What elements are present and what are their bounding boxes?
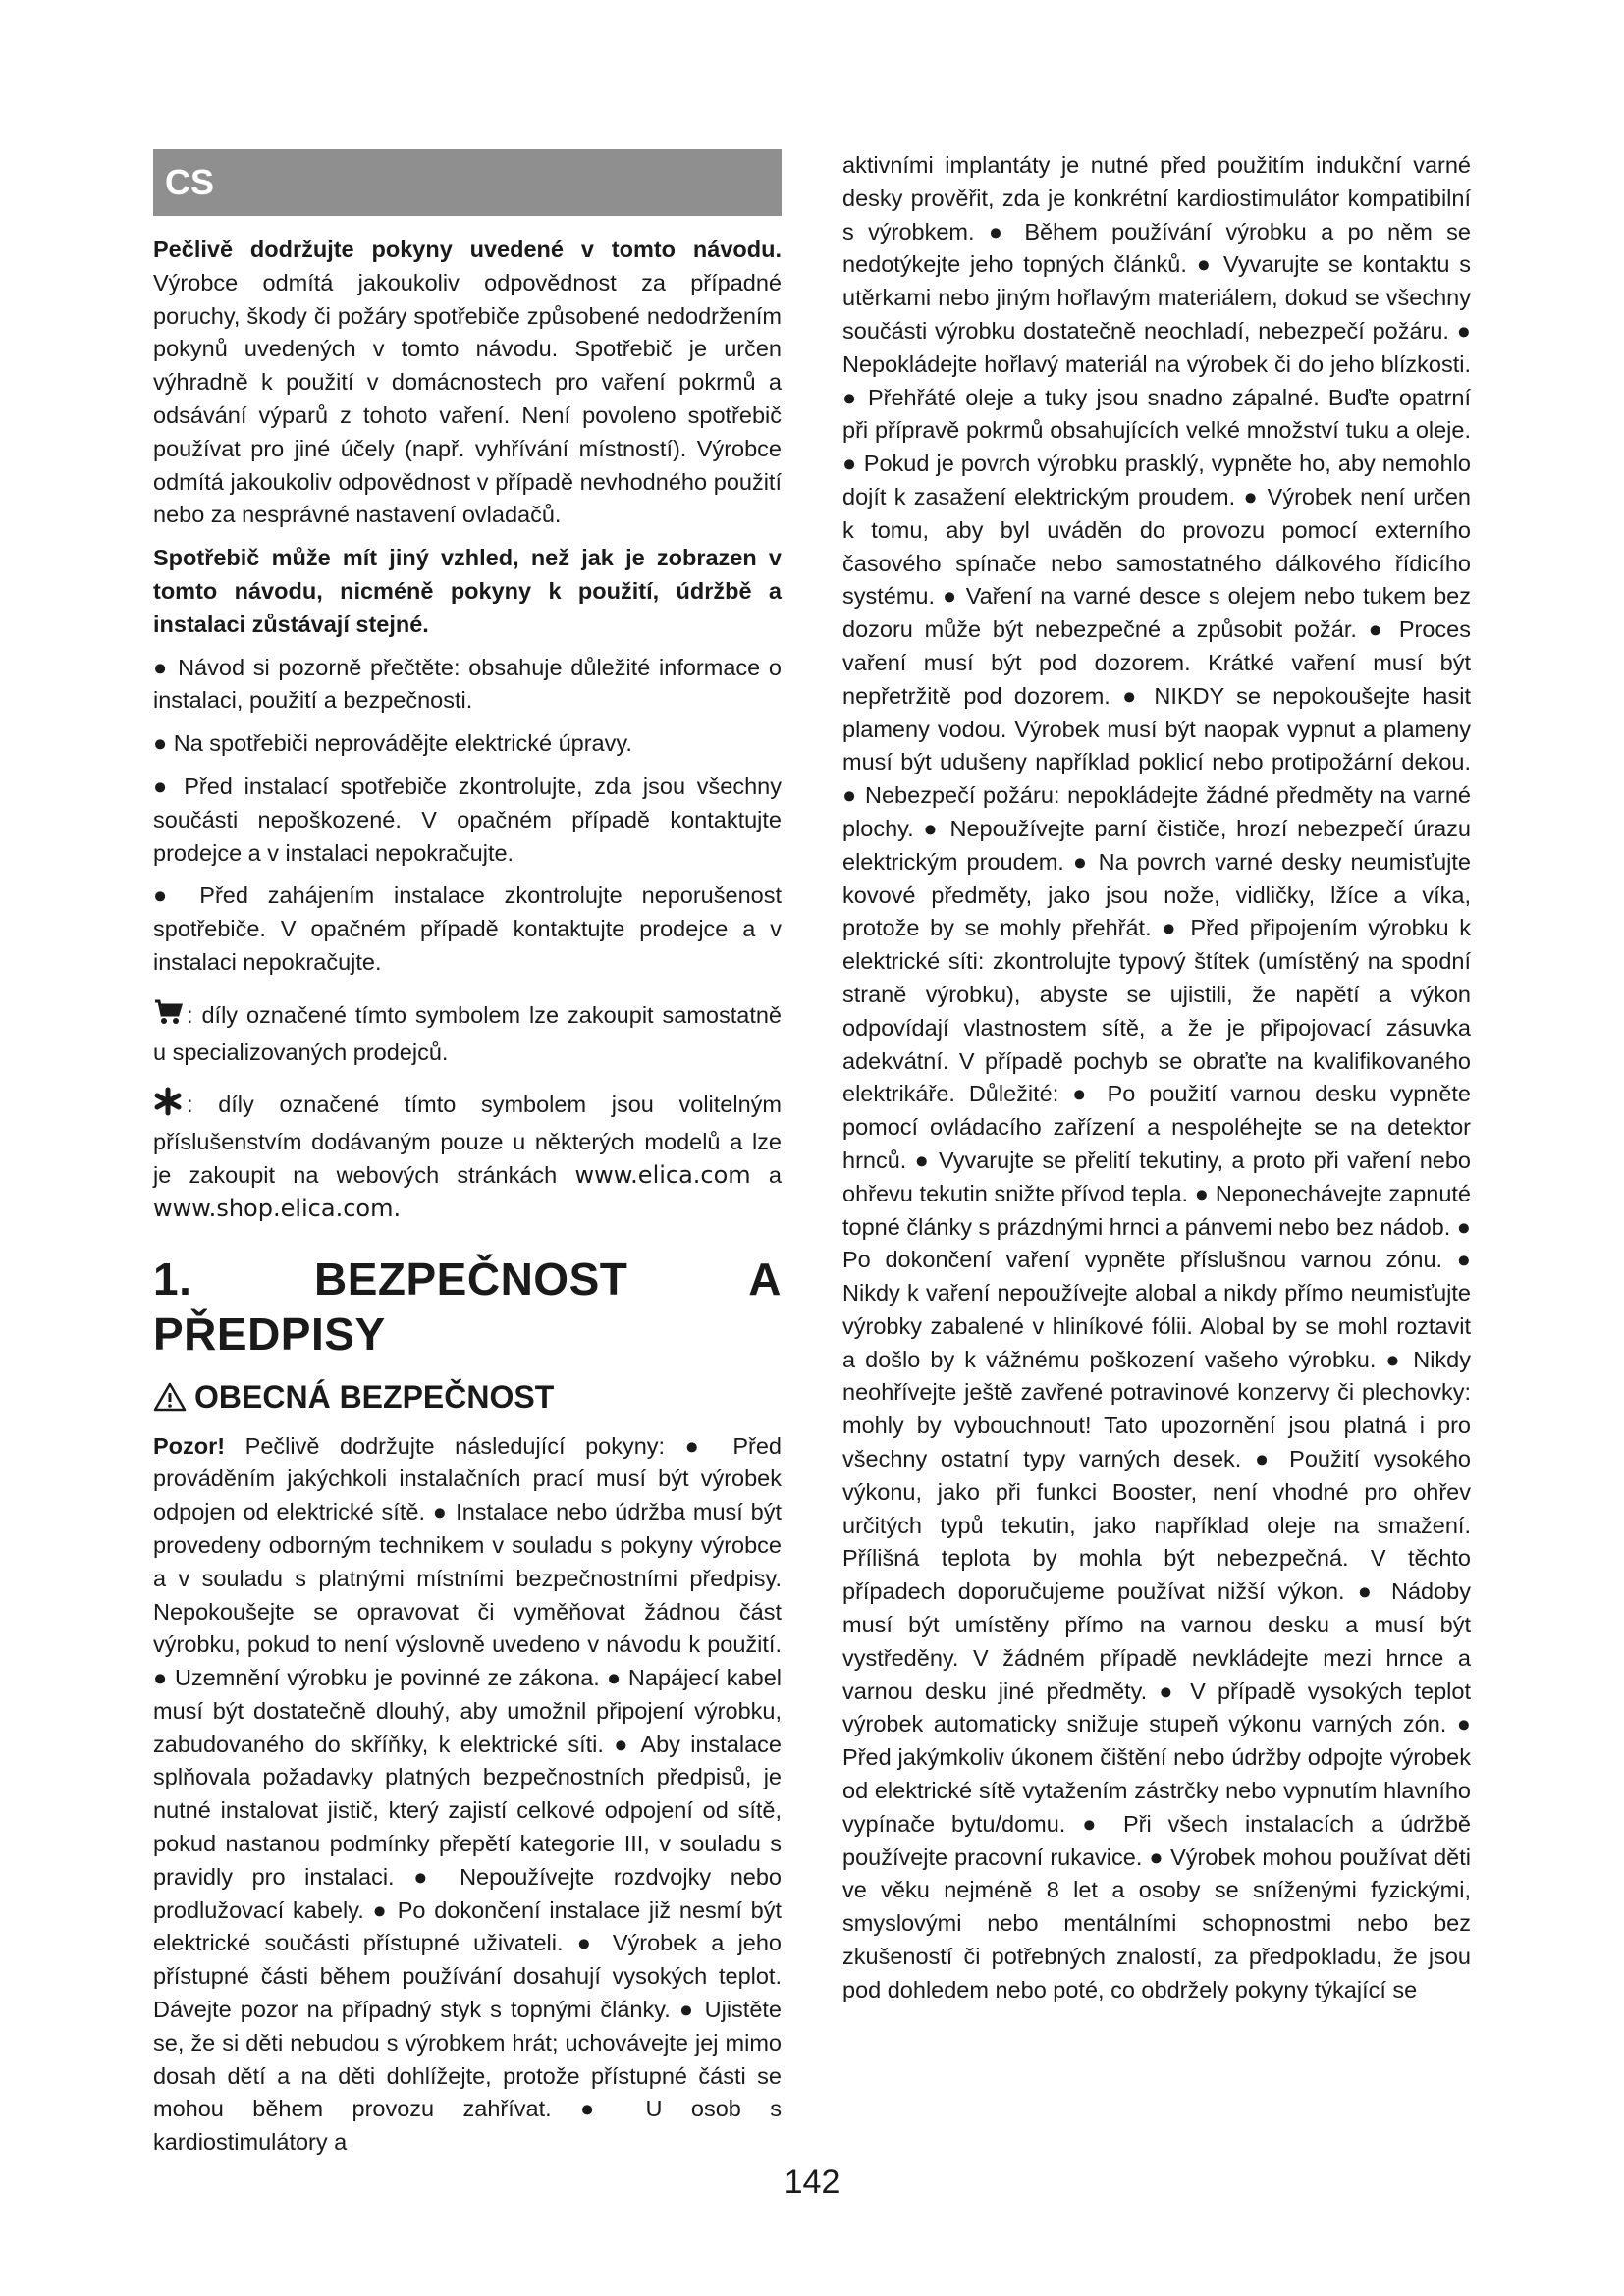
url-joiner: a [768, 1161, 782, 1188]
safety-left-paragraph [153, 1430, 782, 2161]
pozor-label: Pozor! [153, 1432, 226, 1459]
elica-shop-link[interactable]: www.shop.elica.com. [153, 1194, 402, 1222]
bullet-item: ● Na spotřebiči neprovádějte elektrické úpravy. [153, 730, 632, 757]
warning-triangle-icon [153, 1382, 187, 1412]
intro-paragraph [153, 234, 782, 532]
left-column [153, 149, 782, 2169]
intro-heading: Pečlivě dodržujte pokyny uvedené v tomto návodu. [153, 237, 782, 262]
cart-symbol-note [153, 997, 782, 1070]
bullet-item: ● Před zahájením instalace zkontrolujte neporušenost spotřebiče. V opačném případě kontaktujte prodejce a v instalaci nepokračujte. [153, 882, 782, 975]
page-number: 142 [784, 2163, 840, 2201]
elica-link[interactable]: www.elica.com [574, 1160, 751, 1189]
star-symbol-text: : díly označené tímto symbolem jsou volitelným příslušenstvím dodávaným pouze u některých modelů a lze je zakoupit na webových stránkách [153, 1092, 782, 1188]
subsection-title-text: OBECNÁ BEZPEČNOST [194, 1378, 555, 1415]
asterisk-icon [153, 1087, 183, 1126]
language-label-bar: CS [153, 149, 782, 216]
bullet-item: ● Před instalací spotřebiče zkontrolujte, zda jsou všechny součásti nepoškozené. V opačném případě kontaktujte prodejce a v instalaci nepokračujte. [153, 773, 782, 866]
intro-text: Výrobce odmítá jakoukoliv odpovědnost za případné poruchy, škody či požáry spotřebiče způsobené nedodržením pokynů uvedených v tomto návodu. Spotřebič je určen výhradně k použití v domácnostech pro vaření pokrmů a odsávání výparů z tohoto vaření. Není povoleno spotřebič používat pro jiné účely (např. vyhřívání místností). Výrobce odmítá jakoukoliv odpovědnost v případě nevhodného použití nebo za nesprávné nastavení ovladačů. [153, 269, 782, 528]
safety-right-paragraph: aktivními implantáty je nutné před použitím indukční varné desky prověřit, zda je konkrétní kardiostimulátor kompatibilní s výrobkem. ● Během používání výrobku a po něm se nedotýkejte jeho topných článků. ● Vyvarujte se kontaktu s utěrkami nebo jiným hořlavým materiálem, dokud se všechny součásti výrobku dostatečně neochladí, nebezpečí požáru. ● Nepokládejte hořlavý materiál na výrobek či do jeho blízkosti. ● Přehřáté oleje a tuky jsou snadno zápalné. Buďte opatrní při přípravě pokrmů obsahujících velké množství tuku a oleje. ● Pokud je povrch výrobku prasklý, vypněte ho, aby nemohlo dojít k zasažení elektrickým proudem. ● Výrobek není určen k tomu, aby byl uváděn do provozu pomocí externího časového spínače nebo samostatného dálkového řídicího systému. ● Vaření na varné desce s olejem nebo tukem bez dozoru může být nebezpečné a způsobit požár. ● Proces vaření musí být pod dozorem. Krátké vaření musí být nepřetržitě pod dozorem. ● NIKDY se nepokoušejte hasit plameny vodou. Výrobek musí být naopak vypnut a plameny musí být udušeny například poklicí nebo protipožární dekou. ● Nebezpečí požáru: nepokládejte žádné předměty na varné plochy. ● Nepoužívejte parní čističe, hrozí nebezpečí úrazu elektrickým proudem. ● Na povrch varné desky neumisťujte kovové předměty, jako jsou nože, vidličky, lžíce a víka, protože by se mohly přehřát. ● Před připojením výrobku k elektrické síti: zkontrolujte typový štítek (umístěný na spodní straně výrobku), abyste se ujistili, že napětí a výkon odpovídají vlastnostem sítě, a že je připojovací zásuvka adekvátní. V případě pochyb se obraťte na kvalifikovaného elektrikáře. Důležité: ● Po použití varnou desku vypněte pomocí ovládacího zařízení a nespoléhejte se na detektor hrnců. ● Vyvarujte se přelití tekutiny, a proto při vaření nebo ohřevu tekutin snižte přívod tepla. ● Neponechávejte zapnuté topné články s prázdnými hrnci a pánvemi nebo bez nádob. ● Po dokončení vaření vypněte příslušnou varnou zónu. ● Nikdy k vaření nepoužívejte alobal a nikdy přímo neumisťujte výrobky zabalené v hliníkové fólii. Alobal by se mohl roztavit a došlo by k vážnému poškození vašeho výrobku. ● Nikdy neohřívejte ještě zavřené potravinové konzervy či plechovky: mohly by vybouchnout! Tato upozornění jsou platná i pro všechny ostatní typy varných desek. ● Použití vysokého výkonu, jako při funkci Booster, není vhodné pro ohřev určitých typů tekutin, jako například oleje na smažení. Přílišná teplota by mohla být nebezpečná. V těchto případech doporučujeme používat nižší výkon. ● Nádoby musí být umístěny přímo na varnou desku a musí být vystředěny. V žádném případě nevkládejte mezi hrnce a varnou desku jiné předměty. ● V případě vysokých teplot výrobek automaticky snižuje stupeň výkonu varných zón. ● Před jakýmkoliv úkonem čištění nebo údržby odpojte výrobek od elektrické sítě vytažením zástrčky nebo vypnutím hlavního vypínače bytu/domu. ● Při všech instalacích a údržbě používejte pracovní rukavice. ● Výrobek mohou používat děti ve věku nejméně 8 let a osoby se sníženými fyzickými, smyslovými nebo mentálními schopnostmi nebo bez zkušeností či potřebných znalostí, za předpokladu, že jsou pod dohledem nebo poté, co obdržely pokyny týkající se [842, 152, 1471, 2002]
cart-symbol-text: : díly označené tímto symbolem lze zakoupit samostatně u specializovaných prodejců. [153, 1001, 782, 1065]
subsection-title [153, 1377, 782, 1416]
right-column [842, 149, 1471, 2017]
bullet-item: ● Návod si pozorně přečtěte: obsahuje důležité informace o instalaci, použití a bezpečnosti. [153, 654, 782, 714]
appearance-notice: Spotřebič může mít jiný vzhled, než jak je zobrazen v tomto návodu, nicméně pokyny k použití, údržbě a instalaci zůstávají stejné. [153, 545, 782, 637]
shopping-cart-icon [153, 997, 183, 1037]
star-symbol-note [153, 1087, 782, 1225]
section-title: 1. BEZPEČNOST A PŘEDPISY [153, 1253, 782, 1360]
safety-left-text: Pečlivě dodržujte následující pokyny: ● Před prováděním jakýchkoli instalačních prací musí být výrobek odpojen od elektrické sítě. ● Instalace nebo údržba musí být provedeny odborným technikem v souladu s pokyny výrobce a v souladu s platnými místními bezpečnostními předpisy. Nepokoušejte se opravovat či vyměňovat žádnou část výrobku, pokud to není výslovně uvedeno v návodu k použití. ● Uzemnění výrobku je povinné ze zákona. ● Napájecí kabel musí být dostatečně dlouhý, aby umožnil připojení výrobku, zabudovaného do skříňky, k elektrické síti. ● Aby instalace splňovala požadavky platných bezpečnostních předpisů, je nutné instalovat jistič, který zajistí celkové odpojení od sítě, pokud nastanou podmínky přepětí kategorie III, v souladu s pravidly pro instalaci. ● Nepoužívejte rozdvojky nebo prodlužovací kabely. ● Po dokončení instalace již nesmí být elektrické součásti přístupné uživateli. ● Výrobek a jeho přístupné části během používání dosahují vysokých teplot. Dávejte pozor na případný styk s topnými články. ● Ujistěte se, že si děti nebudou s výrobkem hrát; uchovávejte jej mimo dosah dětí a na děti dohlížejte, protože přístupné části se mohou během provozu zahřívat. ● U osob s kardiostimulátory a [153, 1432, 782, 2156]
